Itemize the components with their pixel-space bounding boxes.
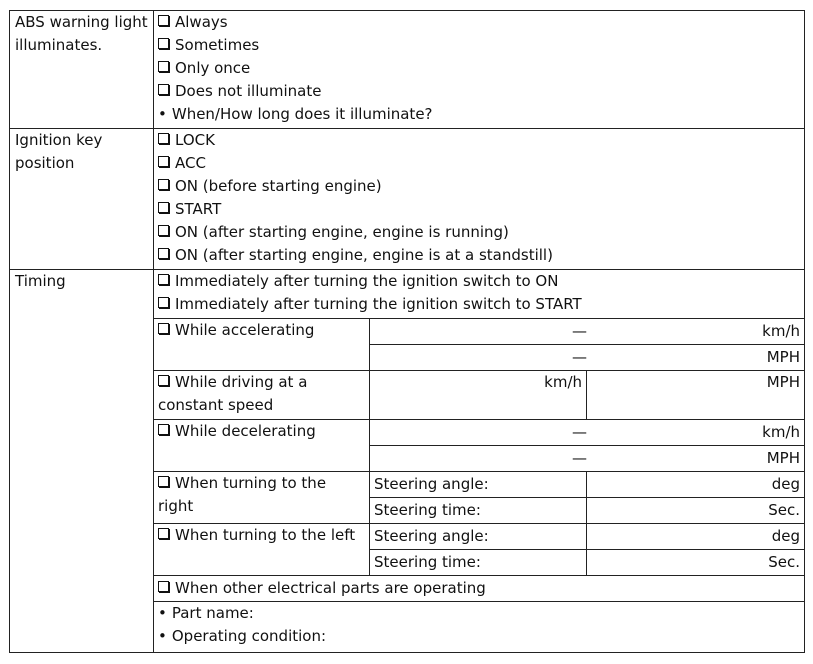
timing-ignition-options [154, 270, 805, 319]
dash-separator: — [572, 423, 587, 441]
checkbox-icon[interactable] [158, 297, 169, 308]
checkbox-icon[interactable] [158, 84, 169, 95]
option-does-not-illuminate[interactable]: Does not illuminate [158, 80, 800, 103]
part-info-cell[interactable] [154, 602, 805, 653]
checkbox-icon[interactable] [158, 133, 169, 144]
checkbox-icon[interactable] [158, 248, 169, 259]
checkbox-icon[interactable] [158, 202, 169, 213]
checkbox-icon[interactable] [158, 323, 169, 334]
checkbox-icon[interactable] [158, 424, 169, 435]
unit-kmh: km/h [544, 373, 582, 391]
steering-time-label: Steering time: [370, 498, 587, 524]
option-only-once[interactable]: Only once [158, 57, 800, 80]
unit-kmh: km/h [762, 423, 801, 441]
decelerating-mph-cell[interactable] [370, 446, 805, 472]
dash-separator: — [572, 449, 587, 467]
abs-warning-options [154, 11, 805, 129]
option-sometimes[interactable]: Sometimes [158, 34, 800, 57]
steering-angle-value[interactable] [587, 524, 805, 550]
steering-time-value[interactable] [587, 550, 805, 576]
checkbox-icon[interactable] [158, 15, 169, 26]
unit-mph: MPH [766, 449, 801, 467]
checkbox-icon[interactable] [158, 375, 169, 386]
abs-inspection-table [9, 10, 805, 653]
option-lock[interactable]: LOCK [158, 129, 800, 152]
steering-time-label: Steering time: [370, 550, 587, 576]
bullet-icon: • [158, 105, 167, 123]
decelerating-kmh-cell[interactable] [370, 420, 805, 446]
option-decelerating[interactable]: While decelerating [154, 420, 370, 472]
checkbox-icon[interactable] [158, 581, 169, 592]
option-accelerating[interactable]: While accelerating [154, 319, 370, 371]
accelerating-kmh-cell[interactable] [370, 319, 805, 345]
steering-time-value[interactable] [587, 498, 805, 524]
checkbox-icon[interactable] [158, 156, 169, 167]
unit-mph: MPH [766, 348, 801, 366]
constant-kmh-cell[interactable] [370, 371, 587, 420]
option-start[interactable]: START [158, 198, 800, 221]
option-constant-speed[interactable]: While driving at a constant speed [154, 371, 370, 420]
part-name-field[interactable]: • Part name: [158, 604, 254, 622]
checkbox-icon[interactable] [158, 476, 169, 487]
unit-mph: MPH [766, 373, 801, 391]
operating-condition-field[interactable]: • Operating condition: [158, 627, 327, 645]
option-ignition-on[interactable]: Immediately after turning the ignition switch to ON [158, 270, 800, 293]
steering-angle-label: Steering angle: [370, 524, 587, 550]
steering-angle-label: Steering angle: [370, 472, 587, 498]
ignition-row [10, 129, 805, 270]
option-on-running[interactable]: ON (after starting engine, engine is running) [158, 221, 800, 244]
constant-mph-cell[interactable] [587, 371, 805, 420]
abs-warning-row [10, 11, 805, 129]
unit-deg: deg [771, 475, 801, 493]
timing-row-ignition [10, 270, 805, 319]
bullet-icon: • [158, 627, 167, 645]
ignition-label: Ignition key position [10, 129, 154, 270]
checkbox-icon[interactable] [158, 274, 169, 285]
timing-label: Timing [10, 270, 154, 653]
checkbox-icon[interactable] [158, 61, 169, 72]
option-always[interactable]: Always [158, 11, 800, 34]
option-on-before[interactable]: ON (before starting engine) [158, 175, 800, 198]
option-turn-left[interactable]: When turning to the left [154, 524, 370, 576]
illumination-note: • When/How long does it illuminate? [158, 105, 433, 123]
steering-angle-value[interactable] [587, 472, 805, 498]
checkbox-icon[interactable] [158, 179, 169, 190]
dash-separator: — [572, 348, 587, 366]
unit-kmh: km/h [762, 322, 801, 340]
abs-warning-label: ABS warning light illuminates. [10, 11, 154, 129]
option-acc[interactable]: ACC [158, 152, 800, 175]
option-electrical[interactable]: When other electrical parts are operating [154, 576, 805, 602]
checkbox-icon[interactable] [158, 528, 169, 539]
accelerating-mph-cell[interactable] [370, 345, 805, 371]
unit-sec: Sec. [768, 501, 801, 519]
unit-deg: deg [771, 527, 801, 545]
dash-separator: — [572, 322, 587, 340]
option-on-standstill[interactable]: ON (after starting engine, engine is at a standstill) [158, 244, 800, 267]
checkbox-icon[interactable] [158, 38, 169, 49]
option-ignition-start[interactable]: Immediately after turning the ignition switch to START [158, 293, 800, 316]
ignition-options [154, 129, 805, 270]
checkbox-icon[interactable] [158, 225, 169, 236]
unit-sec: Sec. [768, 553, 801, 571]
bullet-icon: • [158, 604, 167, 622]
option-turn-right[interactable]: When turning to the right [154, 472, 370, 524]
